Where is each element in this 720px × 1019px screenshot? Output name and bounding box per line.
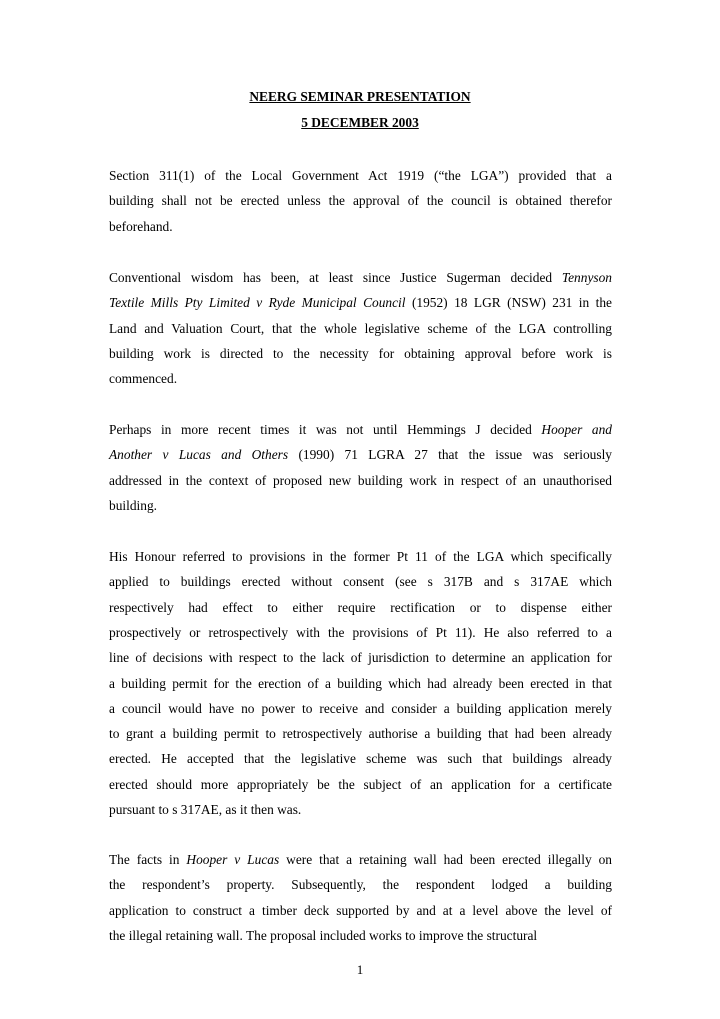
body-line	[109, 876, 612, 893]
text-run: Perhaps in more recent times it was not until Hemmings J decided	[109, 422, 542, 437]
body-line	[109, 675, 612, 692]
italic-citation: Textile Mills Pty Limited v Ryde Municipal Council	[109, 295, 406, 311]
body-line	[109, 776, 612, 793]
body-line	[109, 548, 612, 565]
body-line	[109, 851, 612, 868]
italic-citation: Hooper and	[541, 422, 612, 437]
text-run: erected. He accepted that the legislative scheme was such that buildings already	[109, 751, 612, 767]
body-line	[109, 472, 612, 489]
page-number: 1	[356, 962, 364, 977]
body-line	[109, 218, 612, 235]
text-run: the illegal retaining wall. The proposal included works to improve the structural	[109, 927, 538, 943]
body-line	[109, 345, 612, 362]
text-run: application to construct a timber deck supported by and at a level above the level of	[109, 902, 612, 918]
body-line	[109, 446, 612, 463]
text-run: commenced.	[109, 371, 178, 387]
text-run: the respondent’s property. Subsequently, the respondent lodged a building	[109, 877, 612, 893]
text-run: His Honour referred to provisions in the former Pt 11 of the LGA which specifically	[109, 549, 612, 564]
text-run: Land and Valuation Court, that the whole legislative scheme of the LGA controlling	[109, 320, 612, 336]
body-line	[109, 320, 612, 337]
document-date: 5 DECEMBER 2003	[301, 115, 419, 130]
text-run: erected should more appropriately be the subject of an application for a certificate	[109, 776, 612, 792]
italic-citation: Another v Lucas and Others	[109, 447, 289, 463]
text-run: building work is directed to the necessity for obtaining approval before work is	[109, 345, 612, 361]
text-run: to grant a building permit to retrospectively authorise a building that had been already	[109, 726, 612, 742]
text-run: Conventional wisdom has been, at least since Justice Sugerman decided	[109, 270, 562, 285]
body-line	[109, 497, 612, 514]
text-run: a building permit for the erection of a building which had already been erected in that	[109, 675, 612, 691]
body-line	[109, 192, 612, 209]
text-run: building shall not be erected unless the approval of the council is obtained therefor	[109, 193, 612, 209]
body-line	[109, 599, 612, 616]
text-run: building.	[109, 497, 157, 513]
text-run: (1990) 71 LGRA 27 that the issue was seriously	[288, 447, 612, 463]
italic-citation: Hooper v Lucas	[186, 852, 280, 867]
body-line	[109, 370, 612, 387]
document-title: NEERG SEMINAR PRESENTATION	[249, 89, 471, 104]
body-line	[109, 167, 612, 184]
text-run: a council would have no power to receive and consider a building application merely	[109, 700, 612, 716]
body-line	[109, 927, 612, 944]
body-line	[109, 649, 612, 666]
text-run: The facts in	[109, 852, 187, 867]
text-run: pursuant to s 317AE, as it then was.	[109, 802, 302, 817]
text-run: respectively had effect to either require rectification or to dispense either	[109, 599, 612, 615]
body-line	[109, 902, 612, 919]
body-line	[109, 750, 612, 767]
body-line	[109, 624, 612, 641]
text-run: (1952) 18 LGR (NSW) 231 in the	[405, 295, 612, 311]
text-run: Section 311(1) of the Local Government Act 1919 (“the LGA”) provided that a	[109, 168, 612, 183]
italic-citation: Tennyson	[561, 270, 612, 285]
body-line	[109, 294, 612, 311]
body-line	[109, 700, 612, 717]
body-line	[109, 573, 612, 590]
body-line	[109, 725, 612, 742]
body-line	[109, 269, 612, 286]
text-run: line of decisions with respect to the lack of jurisdiction to determine an application for	[109, 650, 612, 666]
body-line	[109, 421, 612, 438]
text-run: prospectively or retrospectively with the provisions of Pt 11). He also referred to a	[109, 624, 612, 640]
text-run: were that a retaining wall had been erected illegally on	[279, 852, 613, 867]
text-run: applied to buildings erected without consent (see s 317B and s 317AE which	[109, 574, 612, 590]
text-run: addressed in the context of proposed new building work in respect of an unauthorised	[109, 472, 612, 488]
body-line	[109, 801, 612, 818]
text-run: beforehand.	[109, 218, 173, 234]
